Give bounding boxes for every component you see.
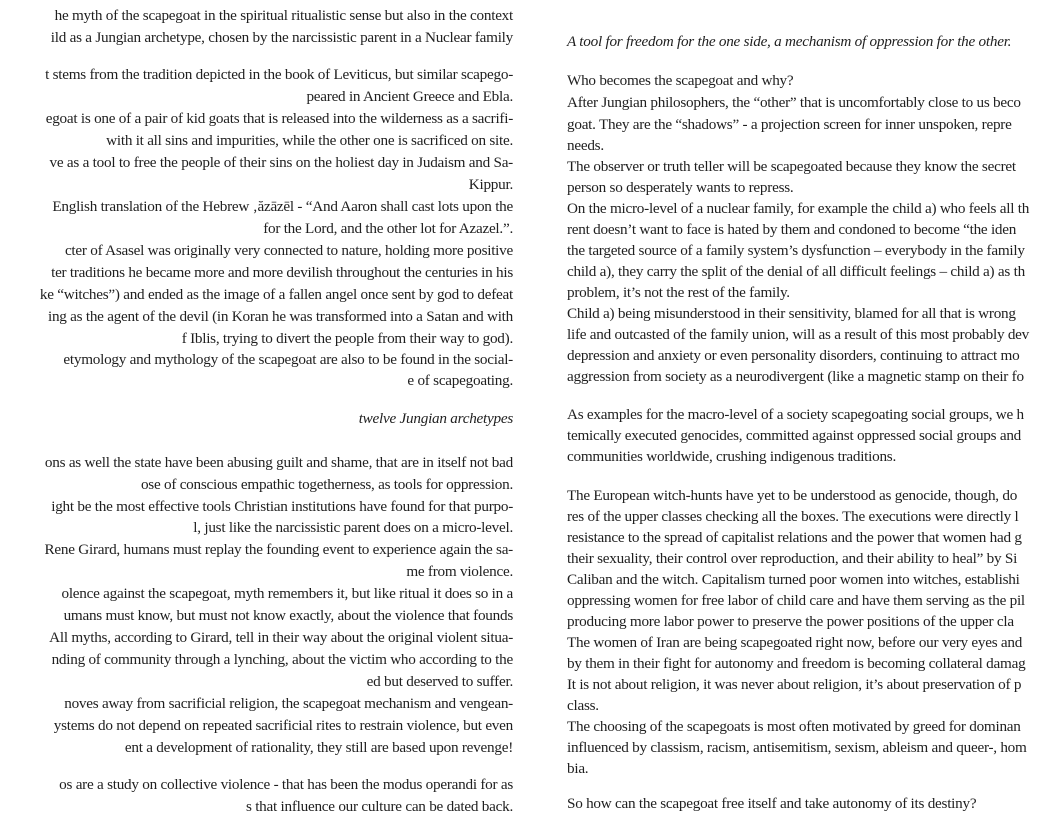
text-line: os are a study on collective violence - that has been the modus operandi for as [59,776,513,793]
text-line: peared in Ancient Greece and Ebla. [306,88,513,105]
text-line: person so desperately wants to repress. [567,179,794,196]
text-line: The women of Iran are being scapegoated right now, before our very eyes and [567,634,1023,651]
text-line: he myth of the scapegoat in the spiritual ritualistic sense but also in the context [54,7,513,24]
text-line: producing more labor power to preserve the power positions of the upper cla [567,613,1014,630]
text-line: s that influence our culture can be dated back. [246,798,513,815]
text-line: influenced by classism, racism, antisemitism, sexism, ableism and queer-, hom [567,739,1027,756]
text-line: ons as well the state have been abusing guilt and shame, that are in itself not bad [44,454,513,471]
text-line: umans must know, but must not know exactly, about the violence that founds [63,607,513,624]
text-line: Rene Girard, humans must replay the founding event to experience again the sa- [44,541,513,558]
text-line: l, just like the narcissistic parent does on a micro-level. [193,519,513,536]
text-line: rent doesn’t want to face is hated by them and condoned to become “the iden [567,221,1017,238]
text-line: It is not about religion, it was never about religion, it’s about preservation of p [567,676,1022,693]
text-line: their sexuality, their control over reproduction, and their ability to heal” by Si [567,550,1018,567]
text-line: nding of community through a lynching, about the victim who according to the [51,651,513,668]
text-line: The observer or truth teller will be scapegoated because they know the secret [567,158,1016,175]
section-heading: twelve Jungian archetypes [358,410,513,427]
text-line: ild as a Jungian archetype, chosen by the narcissistic parent in a Nuclear family [50,29,513,46]
text-line: f Iblis, trying to divert the people from their way to god). [181,330,513,347]
text-line: English translation of the Hebrew ‚ăzāzēl - “And Aaron shall cast lots upon the [52,198,513,215]
text-line: ve as a tool to free the people of their sins on the holiest day in Judaism and Sa- [49,154,513,171]
text-line: bia. [567,760,589,777]
text-line: ke “witches”) and ended as the image of a fallen angel once sent by god to defeat [39,286,513,303]
section-heading: A tool for freedom for the one side, a mechanism of oppression for the other. [567,33,1012,50]
text-line: All myths, according to Girard, tell in their way about the original violent situa- [49,629,513,646]
text-line: noves away from sacrificial religion, the scapegoat mechanism and vengean- [64,695,513,712]
text-line: As examples for the macro-level of a society scapegoating social groups, we h [567,406,1024,423]
text-line: cter of Asasel was originally very connected to nature, holding more positive [64,242,513,259]
text-line: egoat is one of a pair of kid goats that is released into the wilderness as a sacrifi- [45,110,513,127]
text-line: ystems do not depend on repeated sacrificial rites to restrain violence, but even [53,717,513,734]
text-line: res of the upper classes checking all the boxes. The executions were directly l [567,508,1019,525]
text-line: aggression from society as a neurodivergent (like a magnetic stamp on their fo [567,368,1024,385]
text-line: etymology and mythology of the scapegoat are also to be found in the social- [63,351,513,368]
text-line: by them in their fight for autonomy and freedom is becoming collateral damag [567,655,1026,672]
text-line: for the Lord, and the other lot for Azazel.”. [263,220,513,237]
text-line: goat. They are the “shadows” - a projection screen for inner unspoken, repre [567,116,1012,133]
text-line: ing as the agent of the devil (in Koran he was transformed into a Satan and with [47,308,513,325]
text-line: with it all sins and impurities, while the other one is sacrificed on site. [106,132,513,149]
text-line: temically executed genocides, committed against oppressed social groups and [567,427,1022,444]
text-line: life and outcasted of the family union, will as a result of this most probably dev [567,326,1030,343]
text-line: Caliban and the witch. Capitalism turned poor women into witches, establishi [567,571,1020,588]
text-line: the targeted source of a family system’s dysfunction – everybody in the family [567,242,1025,259]
right-page [527,0,1054,825]
text-line: So how can the scapegoat free itself and take autonomy of its destiny? [567,795,977,812]
text-line: olence against the scapegoat, myth remembers it, but like ritual it does so in a [61,585,513,602]
text-line: child a), they carry the split of the denial of all difficult feelings – child a) as th [567,263,1025,280]
text-line: On the micro-level of a nuclear family, for example the child a) who feels all th [567,200,1030,217]
text-line: ight be the most effective tools Christian institutions have found for that purpo- [51,498,513,515]
text-line: problem, it’s not the rest of the family. [567,284,790,301]
text-line: needs. [567,137,604,154]
text-line: After Jungian philosophers, the “other” that is uncomfortably close to us beco [567,94,1021,111]
text-line: class. [567,697,599,714]
text-line: ent a development of rationality, they still are based upon revenge! [124,739,513,756]
text-line: Kippur. [468,176,513,193]
text-line: e of scapegoating. [407,372,513,389]
text-line: oppressing women for free labor of child care and have them serving as the pil [567,592,1025,609]
text-line: resistance to the spread of capitalist relations and the power that women had g [567,529,1022,546]
text-line: communities worldwide, crushing indigenous traditions. [567,448,897,465]
text-line: ose of conscious empathic togetherness, as tools for oppression. [140,476,513,493]
text-line: ed but deserved to suffer. [366,673,513,690]
text-line: t stems from the tradition depicted in the book of Leviticus, but similar scapego- [45,66,513,83]
text-line: ter traditions he became more and more devilish throughout the centuries in his [51,264,513,281]
text-line: Who becomes the scapegoat and why? [567,72,794,89]
text-line: The European witch-hunts have yet to be understood as genocide, though, do [567,487,1018,504]
text-line: Child a) being misunderstood in their sensitivity, blamed for all that is wrong [567,305,1016,322]
text-line: me from violence. [406,563,513,580]
text-line: depression and anxiety or even personality disorders, continuing to attract mo [567,347,1020,364]
text-line: The choosing of the scapegoats is most often motivated by greed for dominan [567,718,1021,735]
